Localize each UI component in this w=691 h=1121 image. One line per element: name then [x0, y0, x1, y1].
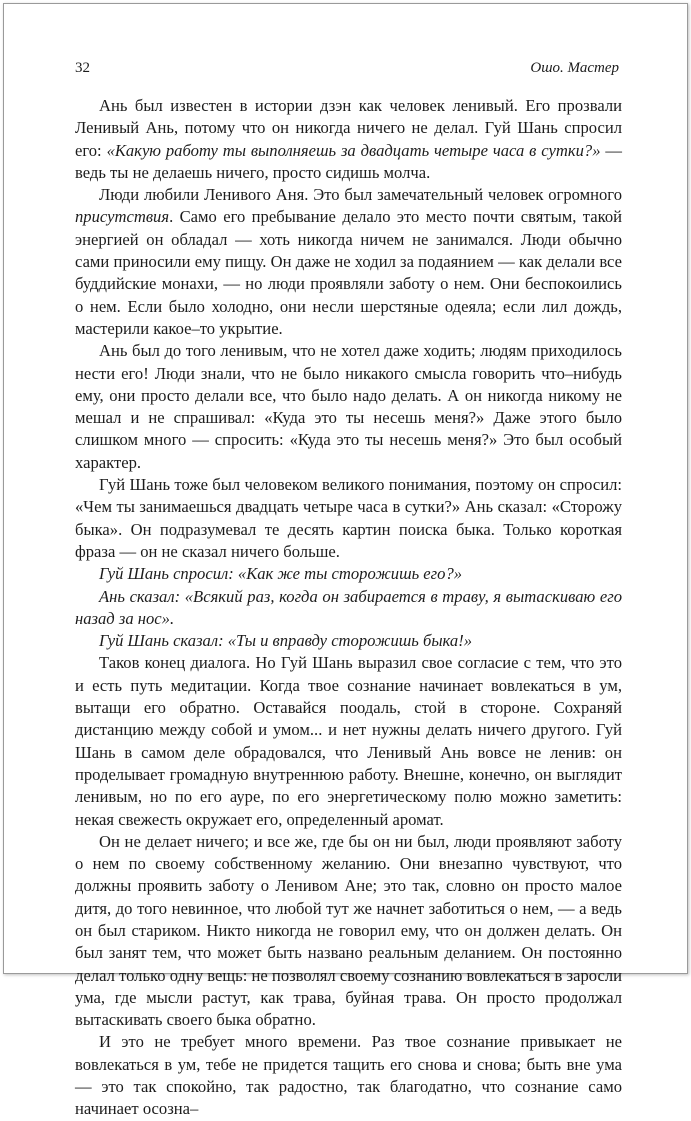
text-run: Люди любили Ленивого Аня. Это был замечательный человек огромного: [99, 185, 622, 205]
dialogue-line: [75, 563, 622, 585]
paragraph: [75, 184, 622, 340]
dialogue-line: [75, 586, 622, 631]
paragraph: [75, 95, 622, 184]
italic-quote: «Какую работу ты выполняешь за двадцать четыре часа в сутки?»: [106, 140, 601, 160]
paragraph: Ань был до того ленивым, что не хотел даже ходить; людям приходилось нести его! Люди знали, что не было никакого смысла говорить что–нибудь ему, они просто делали все, что было надо делать. А он никогда никому не мешал и не спрашивал: «Куда это ты несешь меня?» Даже этого было слишком много — спросить: «Куда это ты несешь меня?» Это был особый характер.: [75, 341, 622, 472]
body-text: [75, 95, 622, 1121]
text-run: . Само его пребывание делало это место почти святым, такой энергией он обладал — хоть никогда ничем не занимался. Люди обычно сами приносили ему пищу. Он даже не ходил за подаянием — как делали все буддийские монахи, — но люди проявляли заботу о нем. Они беспокоились о нем. Если было холодно, они несли шерстяные одеяла; если лил дождь, мастерили какое–то укрытие.: [75, 207, 622, 338]
page-header: [75, 60, 619, 84]
italic-dialogue: Гуй Шань сказал: «Ты и вправду сторожишь быка!»: [99, 631, 473, 651]
text-run: Ань был известен в истории дзэн как человек ленивый. Его прозвали Ленивый Ань, потому что он никогда ничего не делал. Гуй Шань спросил его:: [75, 96, 622, 160]
paragraph: Таков конец диалога. Но Гуй Шань выразил свое согласие с тем, что это и есть путь медитации. Когда твое сознание начинает вовлекаться в ум, вытащи его обратно. Оставайся поодаль, стой в стороне. Сохраняй дистанцию между собой и умом... и нет нужны делать ничего другого. Гуй Шань в самом деле обрадовался, что Ленивый Ань вовсе не ленив: он проделывает громадную внутреннюю работу. Внешне, конечно, он выглядит ленивым, но по его ауре, по его энергетическому полю можно заметить: некая свежесть окружает его, определенный аромат.: [75, 653, 622, 829]
paragraph: Он не делает ничего; и все же, где бы он ни был, люди проявляют заботу о нем по своему собственному желанию. Они внезапно чувствуют, что должны проявить заботу о Ленивом Ане; это так, словно он просто малое дитя, до того невинное, что любой тут же начнет заботиться о нем, — а ведь он был стариком. Никто никогда не говорил ему, что он должен делать. Он был занят тем, что может быть названо реальным деланием. Он постоянно делал только одну вещь: не позволял своему сознанию вовлекаться в заросли ума, где мысли растут, как трава, буйная трава. Он просто продолжал вытаскивать своего быка обратно.: [75, 831, 622, 1030]
paragraph: Гуй Шань тоже был человеком великого понимания, поэтому он спросил: «Чем ты занимаешься двадцать четыре часа в сутки?» Ань сказал: «Сторожу быка». Он подразумевал те десять картин поиска быка. Только короткая фраза — он не сказал ничего больше.: [75, 475, 622, 561]
paragraph: И это не требует много времени. Раз твое сознание привыкает не вовлекаться в ум, тебе не придется тащить его снова и снова; быть вне ума — это так спокойно, так радостно, так благодатно, что сознание само начинает осозна–: [75, 1032, 622, 1119]
italic-dialogue: Гуй Шань спросил: «Как же ты сторожишь его?»: [99, 564, 463, 584]
italic-word: присутствия: [75, 207, 170, 227]
dialogue-line: [75, 630, 622, 652]
running-title: Ошо. Мастер: [530, 60, 619, 76]
italic-dialogue: Ань сказал: «Всякий раз, когда он забирается в траву, я вытаскиваю его назад за нос».: [75, 586, 622, 628]
text-run: — ведь ты не делаешь ничего, просто сидишь молча.: [75, 140, 622, 182]
page-number: 32: [75, 60, 90, 76]
